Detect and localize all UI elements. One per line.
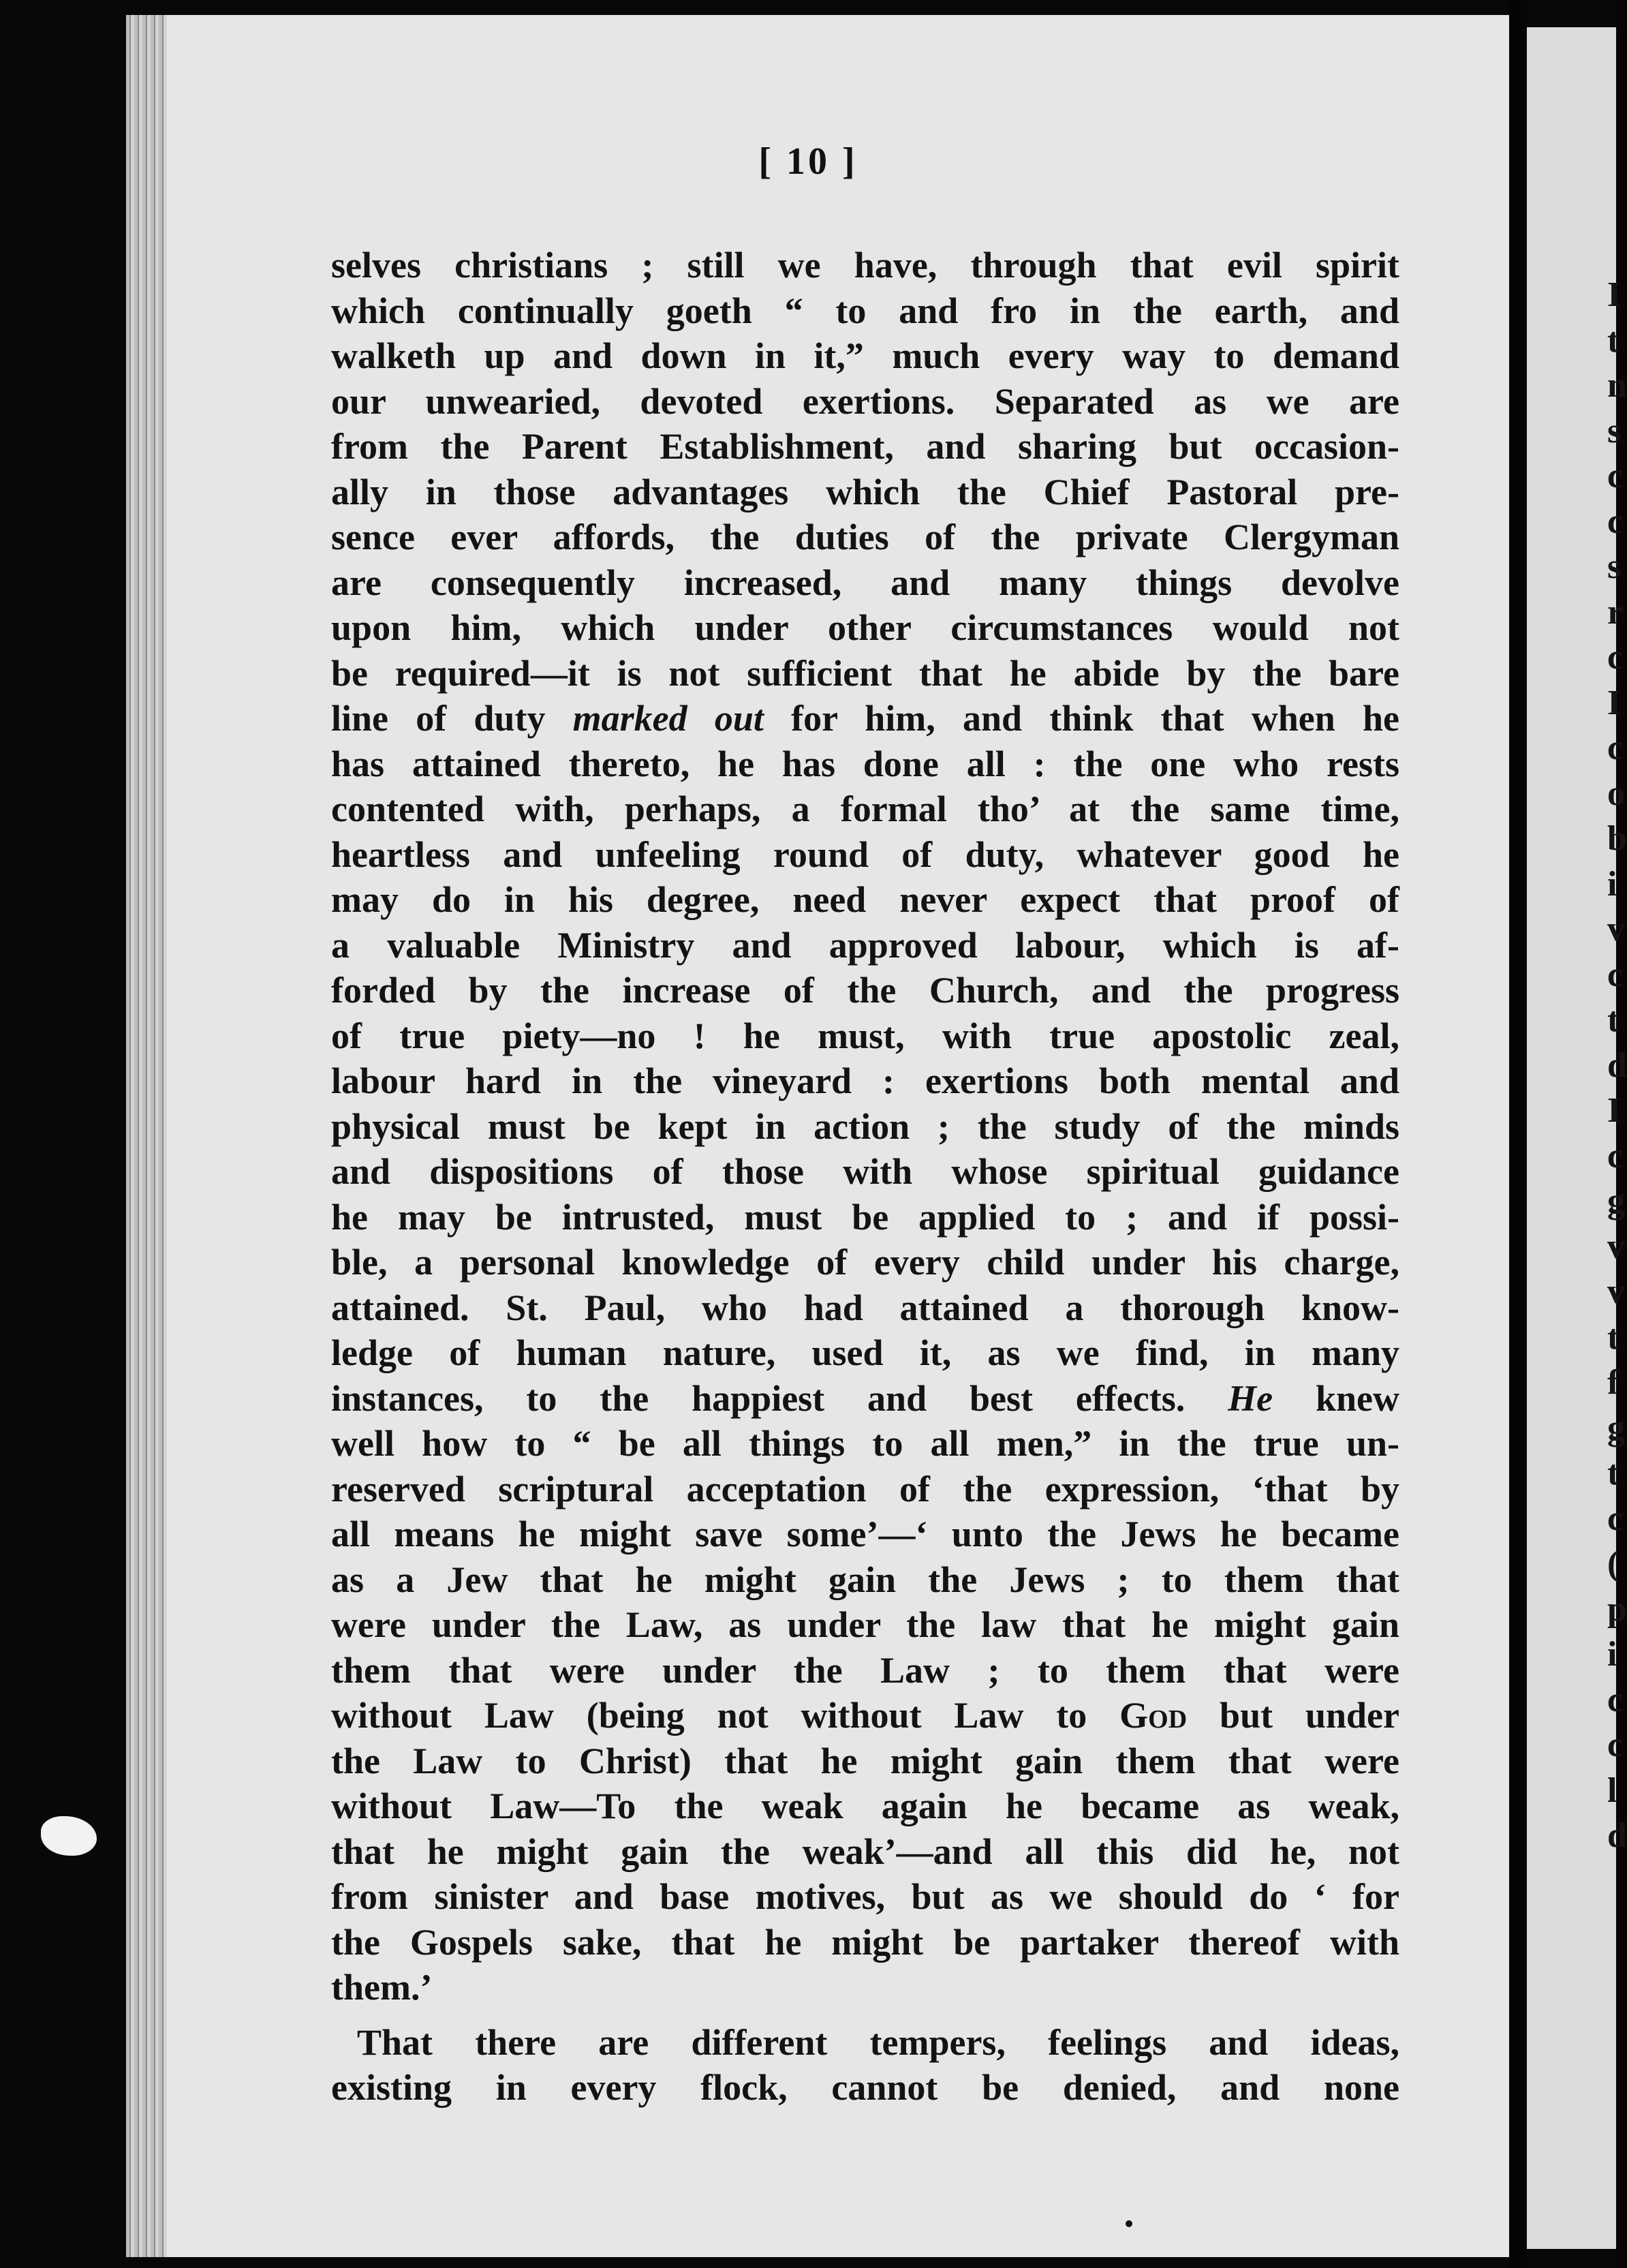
text-line: reserved scriptural acceptation of the expression, ‘that by [331,1468,1399,1510]
facing-page-letter: g [1607,1182,1625,1221]
page-number: [ 10 ] [758,140,858,183]
text-line: attained. St. Paul, who had attained a thorough know- [331,1287,1399,1328]
facing-page-letter: ( [1607,1544,1620,1583]
facing-page-letter: s [1607,411,1622,450]
text-line: which continually goeth “ to and fro in the earth, and [331,290,1399,331]
text-line: the Gospels sake, that he might be partaker thereof with [331,1921,1399,1963]
facing-page-letter: d [1607,1045,1627,1085]
ink-dot [1126,2220,1132,2227]
text-line: he may be intrusted, must be applied to ; and if possi- [331,1196,1399,1238]
facing-page-letter: c [1607,502,1624,541]
text-line: them that were under the Law ; to them that were [331,1649,1399,1691]
facing-page-letter: c [1607,955,1624,994]
text-line: upon him, which under other circumstances would not [331,607,1399,648]
text-line: sence ever affords, the duties of the private Clergyman [331,517,1399,557]
facing-page-letter: i [1607,1635,1617,1674]
text-line: were under the Law, as under the law that he might gain [331,1604,1399,1645]
facing-page-letter: v [1607,1227,1625,1266]
text-line: a valuable Ministry and approved labour, which is af- [331,924,1399,966]
text-line: selves christians ; still we have, through that evil spirit [331,245,1399,286]
facing-page-letter: c [1607,638,1624,677]
facing-page-letter: I [1607,683,1622,722]
facing-page-letter: d [1607,1816,1627,1855]
facing-page-letter: g [1607,1408,1625,1447]
text-line: heartless and unfeeling round of duty, whatever good he [331,833,1399,875]
text-line: from the Parent Establishment, and sharing but occasion- [331,426,1399,467]
text-line: them.’ [331,1967,433,2008]
facing-page-letter: s [1607,547,1622,586]
facing-page-letter: p [1607,1589,1627,1629]
italic-emphasis: marked out [572,698,764,739]
facing-page-letter: t [1607,1317,1620,1357]
text-line: ledge of human nature, used it, as we find, in many [331,1332,1399,1373]
text-line: are consequently increased, and many things devolve [331,562,1399,603]
facing-page-fragment [1527,27,1627,2249]
small-caps-word: God [1119,1695,1188,1736]
text-line: as a Jew that he might gain the Jews ; to them that [331,1559,1399,1600]
facing-page-letter: r [1607,592,1624,632]
text-line: labour hard in the vineyard : exertions both mental and [331,1060,1399,1101]
facing-page-letter: c [1607,457,1624,495]
text-line: the Law to Christ) that he might gain them that were [331,1740,1399,1781]
facing-page-letter: c [1607,1499,1624,1538]
facing-page-letters [1607,273,1627,1859]
text-line: physical must be kept in action ; the study of the minds [331,1105,1399,1147]
text-line: that he might gain the weak’—and all this did he, not [331,1830,1399,1872]
text-line: walketh up and down in it,” much every way to demand [331,335,1399,376]
facing-page-letter: b [1607,819,1627,858]
text-line: and dispositions of those with whose spiritual guidance [331,1151,1399,1192]
facing-page-letter: o [1607,773,1625,813]
body-text [331,243,1399,2111]
text-line: existing in every flock, cannot be denied, and none [331,2067,1399,2108]
facing-page-letter: t [1607,1454,1620,1492]
text-line: contented with, perhaps, a formal tho’ at the same time, [331,788,1399,829]
text-line: our unwearied, devoted exertions. Separated as we are [331,380,1399,422]
facing-page-letter: i [1607,864,1617,904]
facing-page-letter: f [1607,1363,1620,1402]
facing-page-letter: n [1607,366,1627,405]
text-line: forded by the increase of the Church, and the progress [331,970,1399,1011]
text-line: be required—it is not sufficient that he abide by the bare [331,652,1399,694]
text-line: may do in his degree, need never expect that proof of [331,879,1399,920]
book-gutter [1509,0,1527,2268]
facing-page-letter: t [1607,320,1620,360]
facing-page-letter: l [1607,1771,1617,1810]
text-line: has attained thereto, he has done all : the one who rests [331,743,1399,784]
facing-page-letter: v [1607,910,1625,949]
facing-page-letter: c [1607,729,1624,767]
text-line: without Law (being not without Law to God but under [331,1695,1399,1736]
facing-page-letter: c [1607,1136,1624,1176]
facing-page-letter: t [1607,1000,1620,1039]
facing-page-letter: c [1607,1680,1624,1719]
paragraph-first-line: That there are different tempers, feelings and ideas, [357,2021,1399,2063]
text-line: without Law—To the weak again he became as weak, [331,1786,1399,1826]
text-line: from sinister and base motives, but as we should do ‘ for [331,1876,1399,1917]
paper-damage-spot [41,1816,97,1856]
facing-page-letter: I [1607,1091,1622,1130]
text-line: ally in those advantages which the Chief Pastoral pre- [331,471,1399,512]
italic-emphasis: He [1228,1377,1273,1419]
facing-page-letter: c [1607,1726,1624,1764]
text-line: of true piety—no ! he must, with true apostolic zeal, [331,1015,1399,1056]
text-line: ble, a personal knowledge of every child under his charge, [331,1242,1399,1283]
text-line: all means he might save some’—‘ unto the Jews he became [331,1514,1399,1554]
text-line: line of duty marked out for him, and think that when he [331,698,1399,739]
facing-page-letter: v [1607,1272,1625,1311]
text-line: well how to “ be all things to all men,” in the true un- [331,1423,1399,1464]
page-edges [126,15,167,2257]
text-line: instances, to the happiest and best effects. He knew [331,1377,1399,1419]
facing-page-letter: I [1607,275,1622,314]
